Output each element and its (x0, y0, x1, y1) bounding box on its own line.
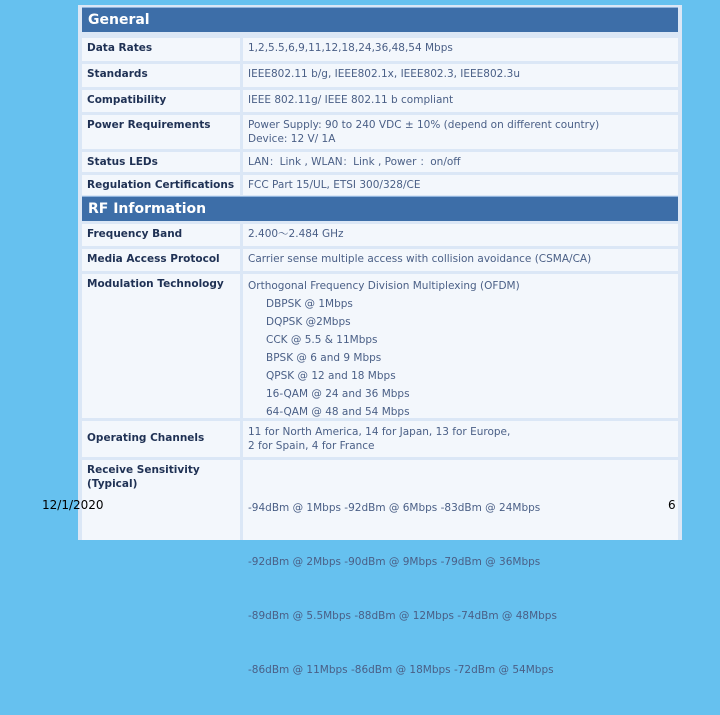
spec-row-operating-channels (82, 421, 678, 457)
rf-section-header: RF Information (82, 196, 678, 221)
spec-row-data-rates (82, 38, 678, 61)
spec-row-compatibility (82, 90, 678, 112)
spec-value: Carrier sense multiple access with collision avoidance (CSMA/CA) (243, 249, 678, 271)
spec-row-modulation (82, 274, 678, 418)
spec-row-receive-sensitivity (82, 460, 678, 676)
spec-value: FCC Part 15/UL, ETSI 300/328/CE (243, 175, 678, 195)
spec-label: Standards (82, 64, 240, 87)
spec-value: IEEE802.11 b/g, IEEE802.1x, IEEE802.3, IEEE802.3u (243, 64, 678, 87)
spec-value: Power Supply: 90 to 240 VDC ± 10% (depend on different country) Device: 12 V/ 1A (243, 115, 678, 149)
spec-label: Receive Sensitivity (Typical) (82, 460, 240, 540)
spec-value: 11 for North America, 14 for Japan, 13 for Europe, 2 for Spain, 4 for France (243, 421, 678, 457)
slide-page-number: 6 (668, 498, 676, 512)
spec-label: Media Access Protocol (82, 249, 240, 271)
spec-value: IEEE 802.11g/ IEEE 802.11 b compliant (243, 90, 678, 112)
spec-label: Regulation Certifications (82, 175, 240, 195)
spec-label: Compatibility (82, 90, 240, 112)
spec-label: Operating Channels (82, 421, 240, 457)
spec-value: 1,2,5.5,6,9,11,12,18,24,36,48,54 Mbps (243, 38, 678, 61)
general-section-header: General (82, 7, 678, 32)
spec-value: LAN：Link , WLAN：Link , Power ：on/off (243, 152, 678, 172)
spec-value: Orthogonal Frequency Division Multiplexing (OFDM) DBPSK @ 1Mbps DQPSK @2Mbps CCK @ 5.5 & 11Mbps BPSK @ 6 and 9 Mbps QPSK @ 12 and 18 Mbps 16-QAM @ 24 and 36 Mbps 64-QAM @ 48 and 54 Mbps (243, 274, 678, 418)
spec-row-certifications (82, 175, 678, 195)
spec-row-frequency-band (82, 224, 678, 246)
spec-label: Status LEDs (82, 152, 240, 172)
spec-row-power (82, 115, 678, 149)
spec-label: Power Requirements (82, 115, 240, 149)
spec-label: Frequency Band (82, 224, 240, 246)
slide-date: 12/1/2020 (42, 498, 104, 512)
spec-row-status-leds (82, 152, 678, 172)
spec-label: Modulation Technology (82, 274, 240, 418)
spec-value: -94dBm @ 1Mbps -92dBm @ 6Mbps -83dBm @ 24Mbps -92dBm @ 2Mbps -90dBm @ 9Mbps -79dBm @ 36Mbps -89dBm @ 5.5Mbps -88dBm @ 12Mbps -74dBm @ 48Mbps -86dBm @ 11Mbps -86dBm @ 18Mbps -72dBm @ 54Mbps (243, 460, 678, 540)
spec-row-media-access (82, 249, 678, 271)
spec-table-image (78, 5, 682, 676)
spec-row-standards (82, 64, 678, 87)
spec-value: 2.400～2.484 GHz (243, 224, 678, 246)
spec-label: Data Rates (82, 38, 240, 61)
